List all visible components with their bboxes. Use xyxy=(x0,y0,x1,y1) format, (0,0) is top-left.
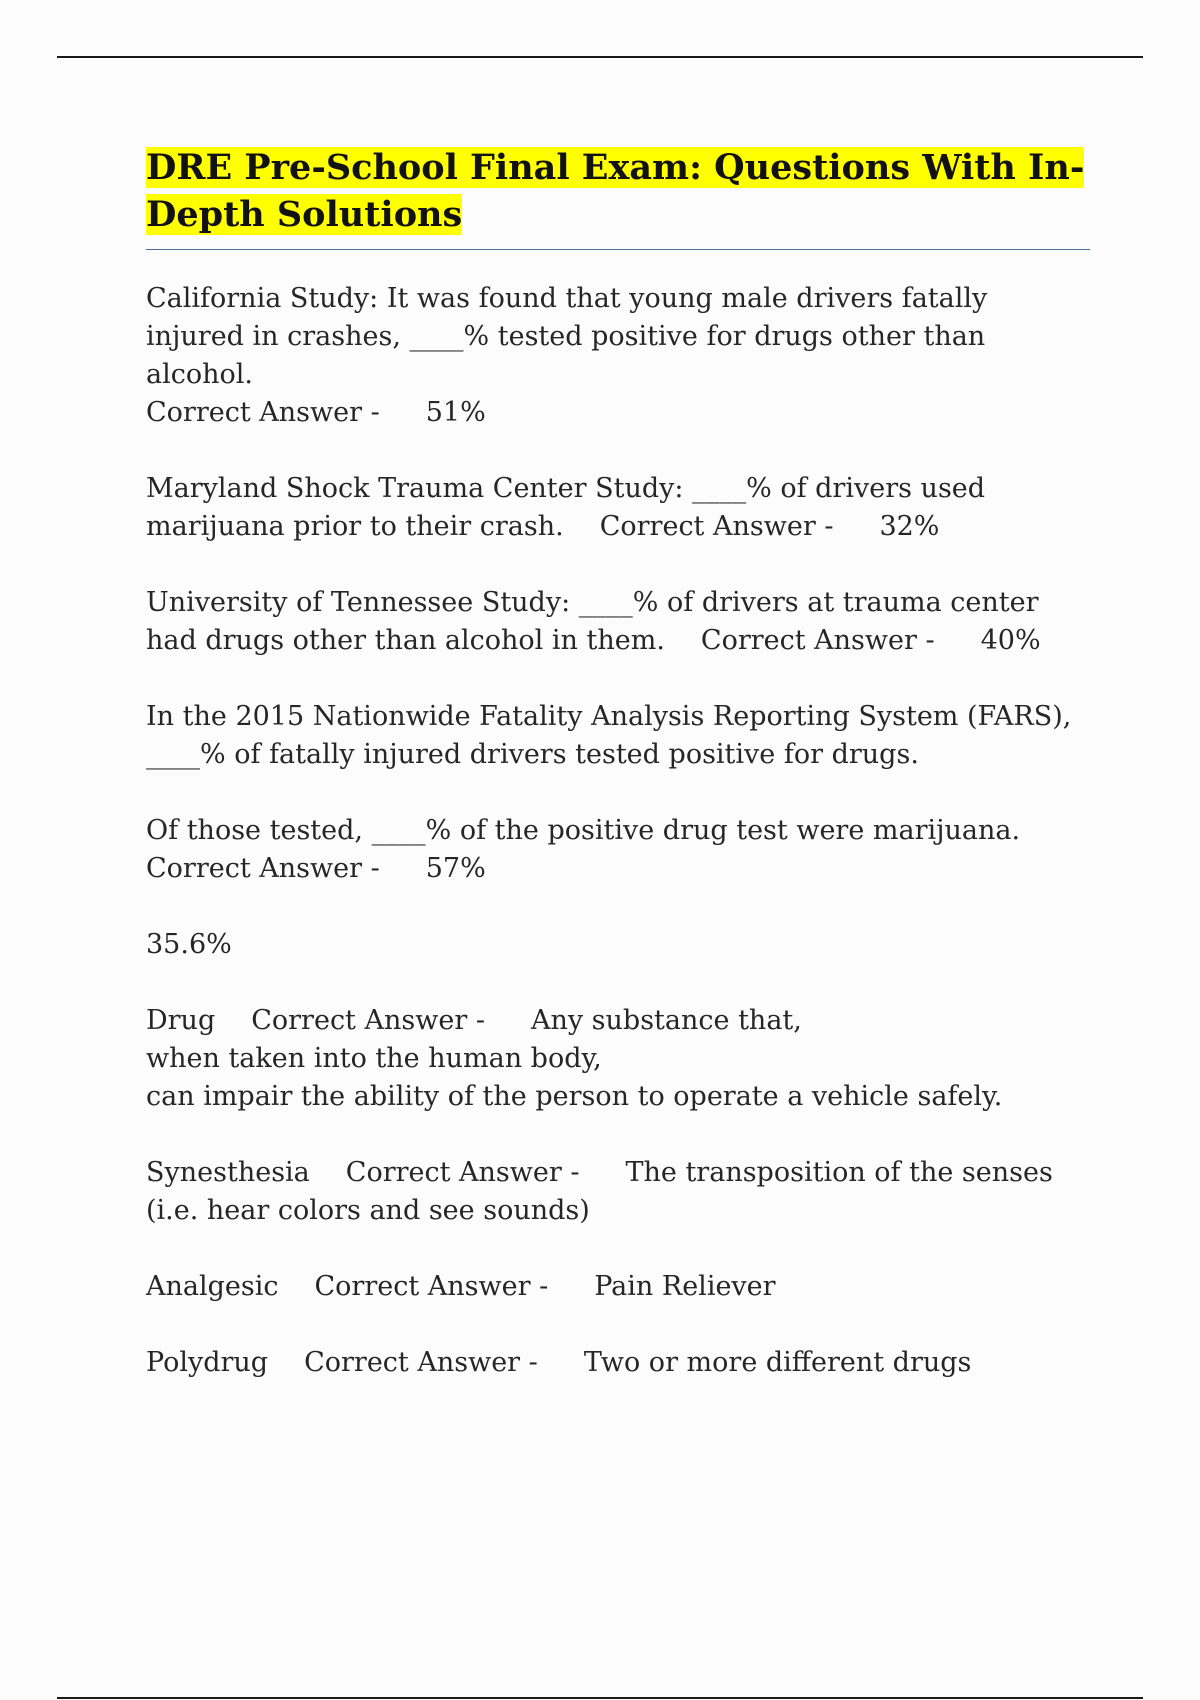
qa-list xyxy=(146,280,1090,1382)
qa-entry-percentage xyxy=(146,926,1090,964)
answer-text: 57% xyxy=(425,853,486,884)
term-text: Analgesic xyxy=(146,1271,279,1302)
question-text: California Study: It was found that young male drivers fatally injured in crashes, ____% tested positive for drugs other than alcohol. xyxy=(146,283,988,390)
answer-text: 51% xyxy=(425,397,486,428)
answer-text: 32% xyxy=(879,511,940,542)
answer-text-line-2: when taken into the human body, xyxy=(146,1043,602,1074)
answer-text: Pain Reliever xyxy=(594,1271,776,1302)
answer-text: 40% xyxy=(980,625,1041,656)
answer-label: Correct Answer - xyxy=(304,1347,538,1378)
answer-label: Correct Answer - xyxy=(599,511,834,542)
answer-text-line-3: can impair the ability of the person to operate a vehicle safely. xyxy=(146,1081,1003,1112)
document-body xyxy=(146,144,1090,1420)
answer-text-line-1: Any substance that, xyxy=(530,1005,802,1036)
question-text: Of those tested, ____% of the positive drug test were marijuana. xyxy=(146,815,1021,846)
question-text: In the 2015 Nationwide Fatality Analysis Reporting System (FARS), ____% of fatally injured drivers tested positive for drugs. xyxy=(146,701,1072,770)
qa-entry-analgesic xyxy=(146,1268,1090,1306)
term-text: Polydrug xyxy=(146,1347,269,1378)
title-underline xyxy=(146,249,1090,250)
term-text: Synesthesia xyxy=(146,1157,310,1188)
page-bottom-rule xyxy=(57,1697,1143,1699)
qa-entry-marijuana-share xyxy=(146,812,1090,888)
qa-entry-fars xyxy=(146,698,1090,774)
qa-entry-drug xyxy=(146,1002,1090,1116)
answer-label: Correct Answer - xyxy=(251,1005,485,1036)
qa-entry-california xyxy=(146,280,1090,432)
question-text: 35.6% xyxy=(146,929,232,960)
page-top-rule xyxy=(57,56,1143,58)
qa-entry-maryland xyxy=(146,470,1090,546)
qa-entry-polydrug xyxy=(146,1344,1090,1382)
answer-label: Correct Answer - xyxy=(345,1157,580,1188)
answer-label: Correct Answer - xyxy=(700,625,935,656)
answer-label: Correct Answer - xyxy=(146,397,380,428)
answer-text: Two or more different drugs xyxy=(583,1347,972,1378)
answer-label: Correct Answer - xyxy=(146,853,380,884)
document-title xyxy=(146,144,1090,238)
qa-entry-synesthesia xyxy=(146,1154,1090,1230)
qa-entry-tennessee xyxy=(146,584,1090,660)
document-title-text: DRE Pre-School Final Exam: Questions With In-Depth Solutions xyxy=(146,147,1085,235)
term-text: Drug xyxy=(146,1005,216,1036)
question-text: Maryland Shock Trauma Center Study: ____% of drivers used marijuana prior to their crash. xyxy=(146,473,986,542)
answer-label: Correct Answer - xyxy=(314,1271,549,1302)
question-text: University of Tennessee Study: ____% of drivers at trauma center had drugs other than alcohol in them. xyxy=(146,587,1039,656)
answer-text: The transposition of the senses (i.e. hear colors and see sounds) xyxy=(146,1157,1053,1226)
